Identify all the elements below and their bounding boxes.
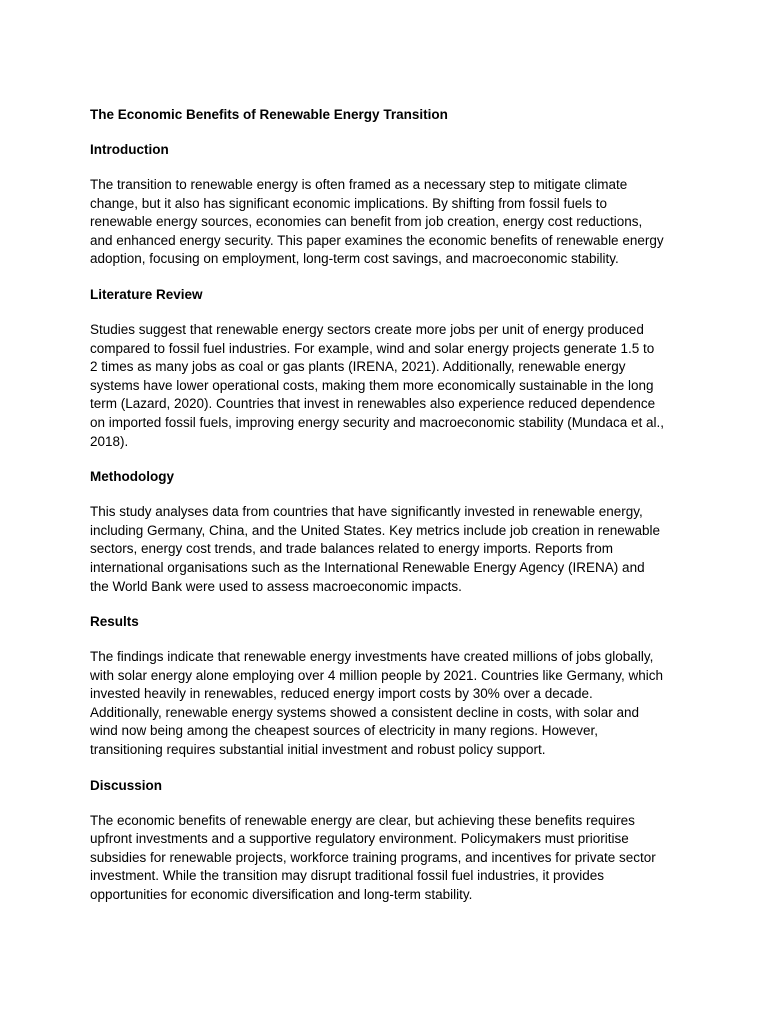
section-heading: Introduction xyxy=(90,142,169,157)
paragraph-line: This study analyses data from countries that have significantly invested in renewable energy, xyxy=(90,504,643,520)
paragraph-line: international organisations such as the International Renewable Energy Agency (IRENA) and xyxy=(90,559,645,575)
paragraph-line: renewable energy sources, economies can benefit from job creation, energy cost reductions, xyxy=(90,214,643,230)
section-discussion xyxy=(90,777,708,905)
section-methodology xyxy=(90,468,708,596)
paragraph-line: The findings indicate that renewable energy investments have created millions of jobs globally, xyxy=(90,649,654,665)
paragraph-line: systems have lower operational costs, making them more economically sustainable in the long xyxy=(90,377,654,393)
paragraph-line: upfront investments and a supportive regulatory environment. Policymakers must prioritise xyxy=(90,831,629,847)
document-body xyxy=(90,141,708,905)
section-literature-review xyxy=(90,286,708,451)
paragraph-line: The economic benefits of renewable energy are clear, but achieving these benefits requires xyxy=(90,812,635,828)
paragraph-line: change, but it also has significant economic implications. By shifting from fossil fuels to xyxy=(90,195,607,211)
paragraph-line: wind now being among the cheapest sources of electricity in many regions. However, xyxy=(90,723,599,739)
paragraph-line: on imported fossil fuels, improving energy security and macroeconomic stability (Mundaca et al., xyxy=(90,414,665,430)
section-heading: Methodology xyxy=(90,469,174,485)
section-paragraph xyxy=(90,503,690,596)
paragraph-line: 2018). xyxy=(90,433,129,449)
paragraph-line: compared to fossil fuel industries. For example, wind and solar energy projects generate 1.5 to xyxy=(90,340,655,356)
section-paragraph xyxy=(90,812,690,905)
paragraph-line: term (Lazard, 2020). Countries that invest in renewables also experience reduced dependence xyxy=(90,396,656,412)
paragraph-line: 2 times as many jobs as coal or gas plants (IRENA, 2021). Additionally, renewable energy xyxy=(90,359,626,375)
paragraph-line: including Germany, China, and the United States. Key metrics include job creation in renewable xyxy=(90,522,661,538)
document-title: The Economic Benefits of Renewable Energy Transition xyxy=(90,107,448,122)
section-paragraph xyxy=(90,176,690,269)
paragraph-line: The transition to renewable energy is often framed as a necessary step to mitigate climate xyxy=(90,177,628,192)
section-paragraph xyxy=(90,321,690,451)
paragraph-line: adoption, focusing on employment, long-term cost savings, and macroeconomic stability. xyxy=(90,251,619,267)
paragraph-line: transitioning requires substantial initial investment and robust policy support. xyxy=(90,742,546,758)
section-heading: Discussion xyxy=(90,777,163,793)
paragraph-line: Studies suggest that renewable energy sectors create more jobs per unit of energy produced xyxy=(90,321,644,337)
paragraph-line: subsidies for renewable projects, workforce training programs, and incentives for private sector xyxy=(90,849,656,865)
paragraph-line: invested heavily in renewables, reduced energy import costs by 30% over a decade. xyxy=(90,686,593,702)
section-paragraph xyxy=(90,648,690,760)
paragraph-line: with solar energy alone employing over 4 million people by 2021. Countries like Germany, which xyxy=(90,667,664,683)
section-results xyxy=(90,613,708,760)
paragraph-line: opportunities for economic diversification and long-term stability. xyxy=(90,887,473,903)
paragraph-line: Additionally, renewable energy systems showed a consistent decline in costs, with solar and xyxy=(90,704,640,720)
section-introduction xyxy=(90,141,708,269)
section-heading: Literature Review xyxy=(90,286,203,302)
paragraph-line: investment. While the transition may disrupt traditional fossil fuel industries, it provides xyxy=(90,868,604,884)
section-heading: Results xyxy=(90,614,139,630)
paragraph-line: and enhanced energy security. This paper examines the economic benefits of renewable energy xyxy=(90,232,664,248)
paragraph-line: the World Bank were used to assess macroeconomic impacts. xyxy=(90,578,462,594)
paragraph-line: sectors, energy cost trends, and trade balances related to energy imports. Reports from xyxy=(90,541,614,557)
